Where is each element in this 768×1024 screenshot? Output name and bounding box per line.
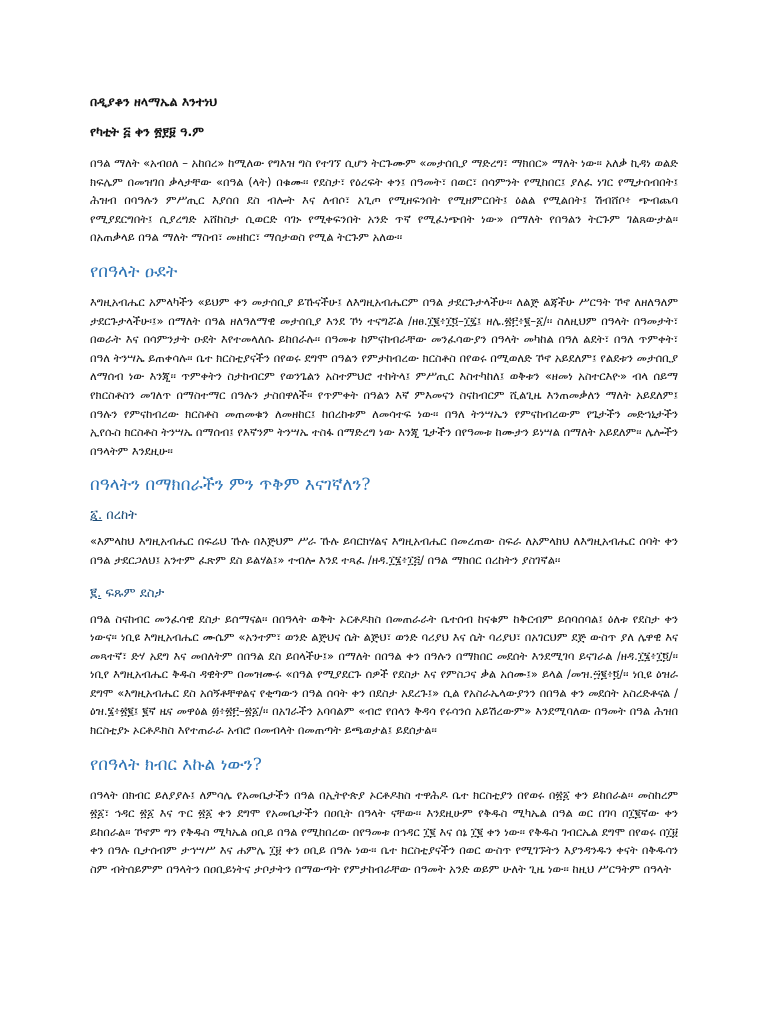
section-heading-cycle: የበዓላት ዑደት bbox=[90, 261, 178, 282]
subheading-label: በረከት bbox=[106, 508, 137, 524]
subheading-blessing bbox=[90, 506, 678, 526]
section-heading-benefits: በዓላትን በማክበራችን ምን ጥቅም እናገኛለን? bbox=[90, 475, 371, 496]
subheading-label: ፍጹም ደስታ bbox=[105, 585, 165, 601]
document-page bbox=[90, 93, 678, 893]
intro-paragraph: በዓል ማለት «አብዐለ – አከበረ» ከሚለው የግእዝ ግስ የተገኘ ሲሆን ትርጉሙም «መታሰቢያ ማድረግ፣ ማክበር» ማለት ነው፡፡ አለቃ ኪዳነ ወልድ ክፍሌም በመዝገበ ቃላታቸው «በዓል (ላት) በቁሙ፡፡ የደስታ፣ የዕረፍት ቀን፤ በዓመት፣ በወር፣ በሳምንት የሚከበር፤ ያለፈ ነገር የሚታሰብበት፤ ሕዝብ በባዓሉን ምሥጢር እያሰበ ደስ ብሎት እና ለብሶ፣ አጊጦ የሚዘፍንበት የሚዘምርበት፤ ዕልል የሚልበት፤ ሽብሸቦ፥ ጭብጨባ የሚያደርግበት፤ ሲያረግድ አሸከስታ ሲወርድ ባገኑ የሚቀፍንበት አንድ ጥኛ የሚፈነጭበት ነው» በማለት የበዓልን ትርጉም ገልጸውታል፡፡ በአጠቃላይ በዓል ማለት ማስብ፣ መዘከር፣ ማሰታወስ የሚል ትርጉም አለው፡፡ bbox=[90, 156, 678, 245]
cycle-paragraph: እግዚአብሔር አምላካችን «ይህም ቀን መታሰቢያ ይኹናችሁ፤ ለእግዚአብሔርም በዓል ታደርጉታላችሁ፡፡ ለልጅ ልጃችሁ ሥርዓት ኾኖ ለዘለዓለም ታደርጉታላችሁ፡፤» በማለት በዓል ዘለዓለማዊ መታሰቢያ እንደ ኾነ ተናግሯል /ዘፀ.፲፪፥፲፬–፲፯፤ ዘሌ.፳፫፥፪–፩/፡፡ ስለዚህም በዓላት በዓመታት፣ በወራት እና በሳምንታት ዑደት እየተመላለሱ ይከበራሉ፡፡ በዓመቱ ከምናከብራቸው መንፈሳውያን በዓላት መካከል በዓለ ልደት፣ በዓለ ጥምቀት፣ በዓለ ትንሣኤ ይጠቀሳሉ፡፡ ቤተ ክርስቲያናችን በየወሩ ደግሞ በዓልን የምታከብረው ክርስቶስ በየወሩ በሚወለድ ኾኖ አይደለም፤ የልደቱን መታሰቢያ ለማሰብ ነው እንጂ፡፡ ጥምቀትን ስታከብርም የወንጌልን አስተምህሮ ተከትላ፤ ምሥጢር እስተካከለ፤ ወቅቱን «ዘመነ አስተርእዮ» ብላ ሰይማ የክርስቶስን መገለጥ በማስተማር በዓሉን ታስበዋለች፡፡ የጥምቀት በዓልን እኛ ምእመናን ስናከብርም ሺልጊዜ እንጠመቃለን ማለት አይደለም፤ በዓሉን የምናከብረው ክርስቶስ መጠመቁን ለመዘከር፤ ከበረከቱም ለመሳተፍ ነው፡፡ በዓለ ትንሣኤን የምናከብረውም የጌታችን መድኀኒታችን ኢየሱስ ክርስቶስ ትንሣኤ በማሰብ፤ የእኛንም ትንሣኤ ተስፋ በማድረግ ነው እንጂ ጌታችን በየዓመቱ ከሙታን ይነሣል በማለት አይደለም፡፡ ሌሎችን በዓላትም እንደዚሁ፡፡ bbox=[90, 294, 678, 458]
joy-paragraph: በዓል ስናከብር መንፈሳዊ ደስታ ይሰማናል፡፡ በበዓላት ወቅት ኦርቶዶክስ በመጠራራት ቤተሰብ ከናቁም ከቅርብም ይሰባሰባል፤ ዕለቱ የደስታ ቀን ነውና፡፡ ነቢዩ እግዚአብሔር ሙሴም «አንተም፣ ወንድ ልጅህና ሴት ልጅህ፣ ወንድ ባሪያህ እና ሴት ባሪያህ፣ በአገርህም ደጅ ውስጥ ያለ ሌዋዊ እና መጻተኛ፣ ድሃ አደግ እና መበለትም በበዓል ደስ ይበላችሁ፤» በማለት በበዓል ቀን በዓሉን በማክበር መደሰት እንደሚገባ ይናገራል /ዘዳ.፲፮፥፲፬/፡፡ ነቢየ እግዚአብሔር ቅዱስ ዳዊትም በመዝሙሩ «በዓል የሚያደርጉ ሰዎች የደስታ እና የምስጋና ቃል አሰሙ፤» ይላል /መዝ.፵፪፥፬/፡፡ ነቢዩ ዕዝራ ደግሞ «እግዚአብሔር ደስ አሰኝቶቸዋልና የቂጣውን በዓል ሰባት ቀን በደስታ አደረጉ፤» ሲል የአስራኤላውያንን በበዓል ቀን መደሰት አስረድቶናል /ዕዝ.፮፥፳፪፤ ፪ኛ ዜና መዋዕል ፴፥፳፫–፳፩/፡፡ በአገራችን አባባልም «ብሮ የበላን ቅዳሳ የሩሳንሰ አይሽረውም» እንደሚባለው በዓመት በዓል ሕዝበ ክርስቲያኑ ኦርቶዶክስ እየተጠራራ አብሮ በመብላት በመጠጣት ይጫወታል፤ ይደሰታል፡፡ bbox=[90, 611, 678, 738]
subheading-number: ፩. bbox=[90, 508, 103, 524]
blessing-paragraph: «እምላከህ እግዚአብሔር በፍሬህ ኹሉ በእጅህም ሥራ ኹሉ ይባርክሃልና እግዚአብሔር በመረጠው ስፍራ ለአምላክህ ለእግዚአብሔር ሰባት ቀን በዓል ታደርጋለህ፤ አንተም ፈጽም ደስ ይልሃል፤» ተብሎ እንደ ተጻፈ /ዘዳ.፲፮፥፲፭/ በዓል ማክበር በረከትን ያስገኛል፡፡ bbox=[90, 534, 678, 567]
subheading-number: ፪. bbox=[90, 585, 102, 601]
section-heading-honor: የበዓላት ክብር እኩል ነውን? bbox=[90, 754, 262, 775]
honor-paragraph: በዓላት በክብር ይለያያሉ፤ ለምሳሌ የአመቤታችን በዓል በኢትዮጵያ ኦርቶዶክስ ተዋሕዶ ቤተ ክርስቲያን በየወሩ በ፳፩ ቀን ይከበራል፡፡ መስከረም ፳፩፣ ኅዳር ፳፩ እና ጥር ፳፩ ቀን ደግሞ የአመቤታችን በዐቢት በዓላት ናቸው፡፡ እንደዚሁም የቅዱስ ሚካኤል በዓል ወር በገባ በ፲፪ኛው ቀን ይከበራል፡፡ ኾኖም ግን የቅዱስ ሚካኤል ዐቢይ በዓል የሚከበረው በየዓመቱ በኅዳር ፲፪ እና ሰኔ ፲፪ ቀን ነው፡፡ የቅዱስ ገብርኤል ደግሞ በየወሩ በ፲፱ ቀን በዓሉ ቢታሰብም ታኅሣሥ እና ሐምሌ ፲፱ ቀን ዐቢይ በዓሉ ነው፡፡ ቤተ ክርስቲያናችን በወር ውስጥ የሚገኙትን እያንዳንዱን ቀናት በቅዱሳን ስም ብትሰይምም በዓላትን በዐቢይነትና ታቦታትን በማውጣት የምታከብራቸው በዓመት አንድ ወይም ሁለት ጊዜ ነው፡፡ ከዚህ ሥርዓትም በዓላት bbox=[90, 787, 678, 877]
author-line: በዲያቆን ዘላማኤል እንተነህ bbox=[90, 94, 218, 109]
date-line: የካቲት ፭ ቀን ፳፻፱ ዓ.ም bbox=[90, 124, 204, 139]
subheading-joy bbox=[90, 584, 678, 604]
